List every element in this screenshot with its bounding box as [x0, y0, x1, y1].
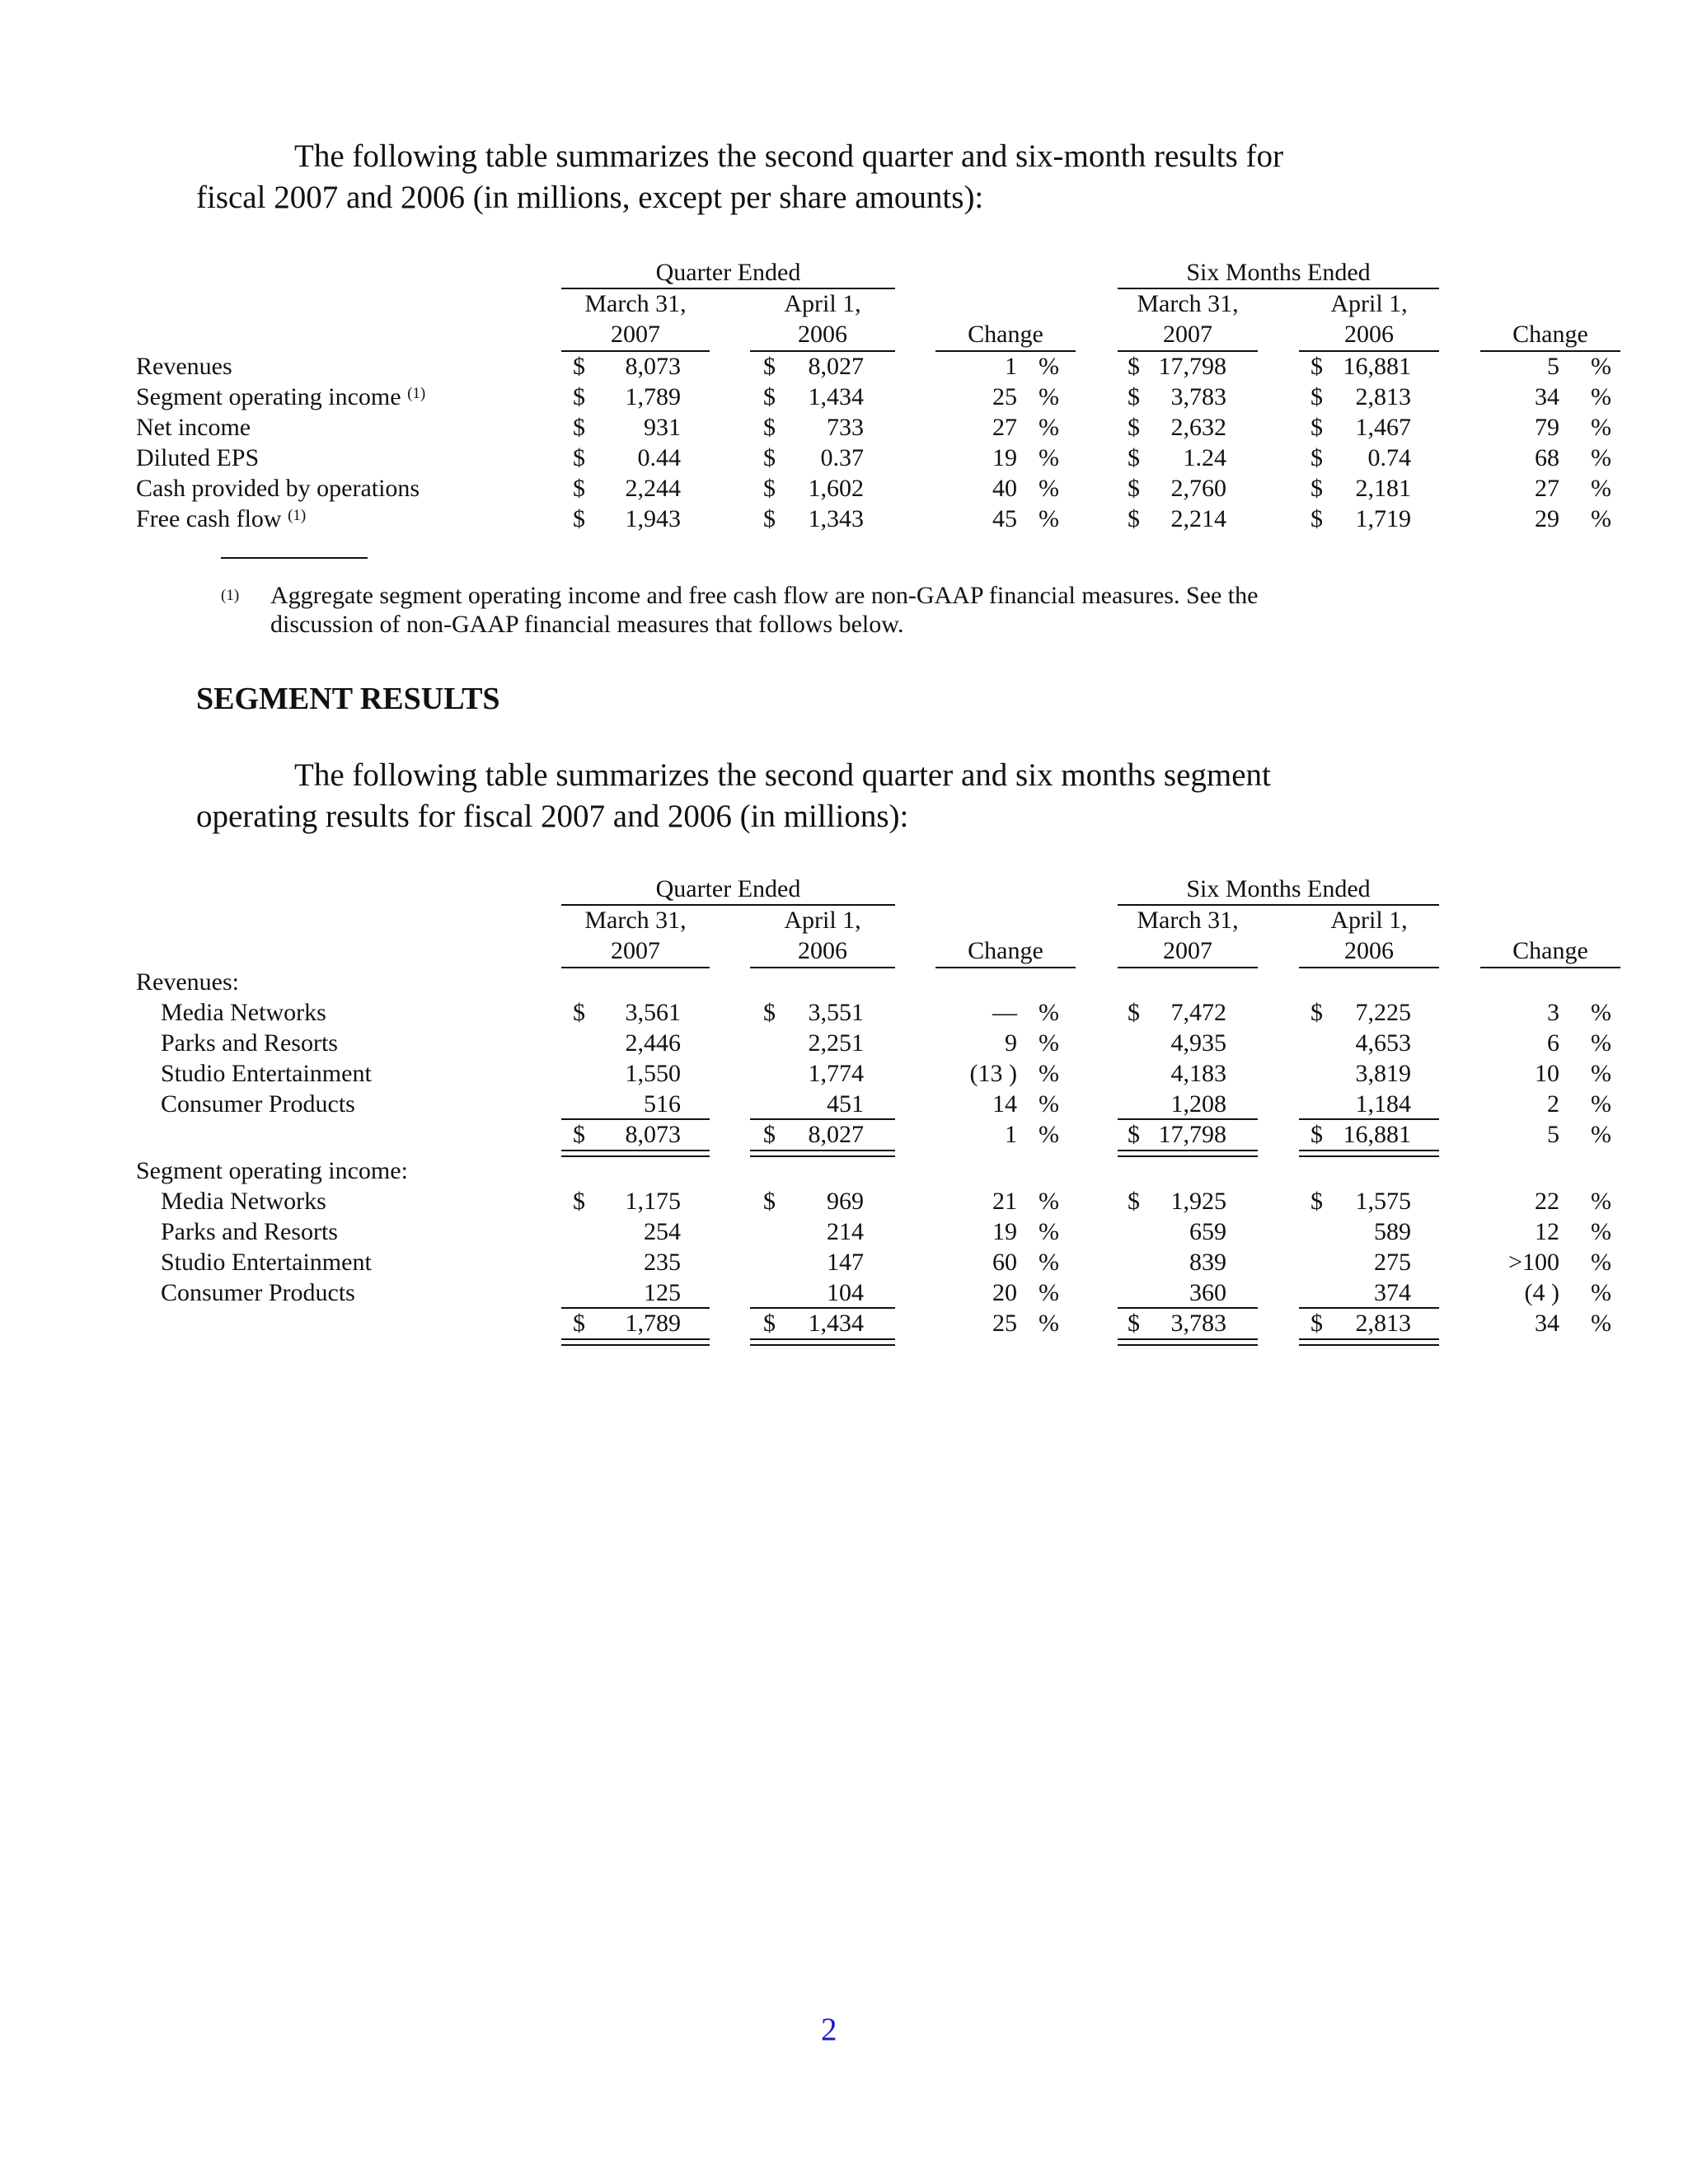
- currency-symbol: $: [763, 383, 776, 410]
- header-april-1: April 1,: [784, 290, 861, 317]
- row-label: Parks and Resorts: [161, 1218, 338, 1245]
- footnote-line1: Aggregate segment operating income and free cash flow are non-GAAP financial measures. See the: [270, 582, 1259, 609]
- row-label: Media Networks: [161, 1188, 326, 1215]
- six-months-2007-value: 1,925: [1170, 1188, 1226, 1215]
- six-months-2006-value: 2,181: [1355, 475, 1411, 502]
- header-six-months-ended: Six Months Ended: [1186, 259, 1371, 286]
- six-months-change-value: >100: [1508, 1249, 1559, 1276]
- six-months-2007-value: 4,183: [1170, 1060, 1226, 1087]
- currency-symbol: $: [573, 414, 585, 441]
- six-months-2006-value: 1,184: [1355, 1090, 1411, 1118]
- six-months-2007-value: 4,935: [1170, 1029, 1226, 1057]
- header-change: Change: [1512, 321, 1588, 348]
- six-months-2006-value: 1,467: [1355, 414, 1411, 441]
- percent-sign: %: [1591, 1029, 1611, 1057]
- row-label: Segment operating income: [136, 383, 401, 410]
- currency-symbol: $: [573, 444, 585, 471]
- currency-symbol: $: [1311, 999, 1323, 1026]
- currency-symbol: $: [1311, 1188, 1323, 1215]
- header-quarter-ended: Quarter Ended: [655, 259, 801, 286]
- currency-symbol: $: [1311, 444, 1323, 471]
- row-label: Net income: [136, 414, 251, 441]
- currency-symbol: $: [1311, 1310, 1323, 1337]
- currency-symbol: $: [1128, 353, 1140, 380]
- header-quarter-ended: Quarter Ended: [655, 875, 801, 902]
- percent-sign: %: [1591, 475, 1611, 502]
- percent-sign: %: [1039, 1029, 1059, 1057]
- quarter-2007-value: 235: [644, 1249, 681, 1276]
- currency-symbol: $: [763, 444, 776, 471]
- row-label: Cash provided by operations: [136, 475, 420, 502]
- quarter-2007-value: 8,073: [625, 353, 681, 380]
- percent-sign: %: [1039, 1218, 1059, 1245]
- quarter-change-value: 21: [992, 1188, 1017, 1215]
- segment-intro-line1: The following table summarizes the second quarter and six months segment: [294, 757, 1271, 793]
- currency-symbol: $: [573, 505, 585, 532]
- quarter-change-value: (13 ): [969, 1060, 1017, 1087]
- percent-sign: %: [1039, 1310, 1059, 1337]
- six-months-2006-value: 16,881: [1343, 1121, 1411, 1148]
- six-months-change-value: 68: [1535, 444, 1559, 471]
- quarter-change-value: 1: [1005, 353, 1017, 380]
- percent-sign: %: [1591, 1188, 1611, 1215]
- intro-paragraph-line1: The following table summarizes the second quarter and six-month results for: [294, 138, 1284, 174]
- quarter-change-value: 19: [992, 1218, 1017, 1245]
- six-months-2006-value: 0.74: [1367, 444, 1411, 471]
- header-april-1: April 1,: [1330, 907, 1408, 934]
- header-march-31: March 31,: [584, 290, 687, 317]
- header-april-1: April 1,: [784, 907, 861, 934]
- quarter-2007-value: 125: [644, 1279, 681, 1306]
- currency-symbol: $: [573, 383, 585, 410]
- currency-symbol: $: [1128, 444, 1140, 471]
- six-months-change-value: 22: [1535, 1188, 1559, 1215]
- currency-symbol: $: [1128, 1121, 1140, 1148]
- header-march-31: March 31,: [1137, 290, 1239, 317]
- quarter-2006-value: 104: [827, 1279, 864, 1306]
- six-months-2006-value: 2,813: [1355, 1310, 1411, 1337]
- six-months-2007-value: 17,798: [1158, 1121, 1226, 1148]
- six-months-change-value: 10: [1535, 1060, 1559, 1087]
- percent-sign: %: [1591, 444, 1611, 471]
- header-march-31: March 31,: [1137, 907, 1239, 934]
- six-months-2006-value: 275: [1374, 1249, 1411, 1276]
- quarter-2007-value: 2,446: [625, 1029, 681, 1057]
- six-months-change-value: 2: [1547, 1090, 1559, 1118]
- quarter-2006-value: 147: [827, 1249, 864, 1276]
- quarter-2006-value: 1,602: [808, 475, 864, 502]
- quarter-change-value: 45: [992, 505, 1017, 532]
- header-2006: 2006: [798, 937, 847, 964]
- currency-symbol: $: [763, 1121, 776, 1148]
- currency-symbol: $: [1311, 414, 1323, 441]
- percent-sign: %: [1591, 999, 1611, 1026]
- quarter-change-value: 25: [992, 1310, 1017, 1337]
- quarter-change-value: 60: [992, 1249, 1017, 1276]
- currency-symbol: $: [1128, 414, 1140, 441]
- currency-symbol: $: [1128, 1188, 1140, 1215]
- quarter-2006-value: 8,027: [808, 353, 864, 380]
- quarter-2007-value: 931: [644, 414, 681, 441]
- percent-sign: %: [1039, 999, 1059, 1026]
- six-months-2006-value: 374: [1374, 1279, 1411, 1306]
- row-label: Consumer Products: [161, 1090, 355, 1118]
- quarter-2007-value: 516: [644, 1090, 681, 1118]
- percent-sign: %: [1591, 1121, 1611, 1148]
- quarter-2006-value: 733: [827, 414, 864, 441]
- percent-sign: %: [1591, 383, 1611, 410]
- row-label-with-ref: [136, 382, 425, 412]
- six-months-2007-value: 839: [1189, 1249, 1226, 1276]
- six-months-2007-value: 2,214: [1170, 505, 1226, 532]
- six-months-2007-value: 659: [1189, 1218, 1226, 1245]
- intro-paragraph-line2: fiscal 2007 and 2006 (in millions, except per share amounts):: [196, 180, 984, 215]
- quarter-2007-value: 3,561: [625, 999, 681, 1026]
- six-months-2007-value: 2,632: [1170, 414, 1226, 441]
- currency-symbol: $: [1128, 505, 1140, 532]
- six-months-2006-value: 16,881: [1343, 353, 1411, 380]
- six-months-change-value: 5: [1547, 1121, 1559, 1148]
- section-heading: SEGMENT RESULTS: [196, 682, 500, 716]
- percent-sign: %: [1039, 1188, 1059, 1215]
- six-months-2006-value: 3,819: [1355, 1060, 1411, 1087]
- currency-symbol: $: [763, 353, 776, 380]
- row-label-with-ref: [136, 504, 306, 534]
- header-march-31: March 31,: [584, 907, 687, 934]
- footnote-ref: (1): [288, 507, 307, 524]
- quarter-2007-value: 1,550: [625, 1060, 681, 1087]
- six-months-change-value: 27: [1535, 475, 1559, 502]
- currency-symbol: $: [763, 1188, 776, 1215]
- percent-sign: %: [1039, 383, 1059, 410]
- row-label: Parks and Resorts: [161, 1029, 338, 1057]
- quarter-2006-value: 3,551: [808, 999, 864, 1026]
- quarter-2007-value: 2,244: [625, 475, 681, 502]
- six-months-2006-value: 1,575: [1355, 1188, 1411, 1215]
- row-label: Free cash flow: [136, 505, 282, 532]
- quarter-change-value: 9: [1005, 1029, 1017, 1057]
- quarter-2006-value: 2,251: [808, 1029, 864, 1057]
- segment-intro-line2: operating results for fiscal 2007 and 2006 (in millions):: [196, 799, 909, 834]
- currency-symbol: $: [573, 999, 585, 1026]
- currency-symbol: $: [573, 1188, 585, 1215]
- quarter-2007-value: 8,073: [625, 1121, 681, 1148]
- currency-symbol: $: [1311, 383, 1323, 410]
- percent-sign: %: [1039, 1249, 1059, 1276]
- quarter-2006-value: 8,027: [808, 1121, 864, 1148]
- header-2006: 2006: [798, 321, 847, 348]
- percent-sign: %: [1039, 1060, 1059, 1087]
- six-months-2007-value: 7,472: [1170, 999, 1226, 1026]
- six-months-2007-value: 1,208: [1170, 1090, 1226, 1118]
- quarter-2007-value: 0.44: [637, 444, 681, 471]
- six-months-change-value: 34: [1535, 1310, 1559, 1337]
- row-label: Studio Entertainment: [161, 1060, 372, 1087]
- header-change: Change: [1512, 937, 1588, 964]
- currency-symbol: $: [573, 353, 585, 380]
- quarter-2006-value: 1,434: [808, 383, 864, 410]
- six-months-change-value: 3: [1547, 999, 1559, 1026]
- row-label: Revenues: [136, 353, 232, 380]
- percent-sign: %: [1591, 1249, 1611, 1276]
- percent-sign: %: [1039, 475, 1059, 502]
- quarter-2007-value: 1,789: [625, 1310, 681, 1337]
- percent-sign: %: [1591, 353, 1611, 380]
- percent-sign: %: [1591, 1279, 1611, 1306]
- percent-sign: %: [1039, 1090, 1059, 1118]
- six-months-2007-value: 3,783: [1170, 1310, 1226, 1337]
- six-months-change-value: 6: [1547, 1029, 1559, 1057]
- currency-symbol: $: [1311, 505, 1323, 532]
- quarter-2006-value: 1,343: [808, 505, 864, 532]
- quarter-2007-value: 254: [644, 1218, 681, 1245]
- footnote-line2: discussion of non-GAAP financial measures that follows below.: [270, 611, 904, 638]
- quarter-2006-value: 214: [827, 1218, 864, 1245]
- quarter-2007-value: 1,789: [625, 383, 681, 410]
- currency-symbol: $: [573, 1310, 585, 1337]
- six-months-change-value: 34: [1535, 383, 1559, 410]
- percent-sign: %: [1591, 505, 1611, 532]
- six-months-2006-value: 2,813: [1355, 383, 1411, 410]
- six-months-change-value: 29: [1535, 505, 1559, 532]
- quarter-2006-value: 1,434: [808, 1310, 864, 1337]
- quarter-2006-value: 1,774: [808, 1060, 864, 1087]
- header-change: Change: [968, 937, 1043, 964]
- percent-sign: %: [1039, 1121, 1059, 1148]
- header-april-1: April 1,: [1330, 290, 1408, 317]
- currency-symbol: $: [1311, 475, 1323, 502]
- income-section-label: Segment operating income:: [136, 1157, 408, 1184]
- six-months-change-value: 5: [1547, 353, 1559, 380]
- currency-symbol: $: [573, 475, 585, 502]
- quarter-change-value: 1: [1005, 1121, 1017, 1148]
- six-months-2007-value: 1.24: [1183, 444, 1226, 471]
- page-number: 2: [821, 2012, 837, 2047]
- quarter-change-value: 27: [992, 414, 1017, 441]
- six-months-2006-value: 589: [1374, 1218, 1411, 1245]
- quarter-2006-value: 451: [827, 1090, 864, 1118]
- row-label: Media Networks: [161, 999, 326, 1026]
- currency-symbol: $: [1311, 353, 1323, 380]
- currency-symbol: $: [763, 414, 776, 441]
- six-months-2007-value: 360: [1189, 1279, 1226, 1306]
- quarter-change-value: 20: [992, 1279, 1017, 1306]
- row-label: Diluted EPS: [136, 444, 260, 471]
- quarter-change-value: 19: [992, 444, 1017, 471]
- currency-symbol: $: [1128, 1310, 1140, 1337]
- row-label: Studio Entertainment: [161, 1249, 372, 1276]
- currency-symbol: $: [1311, 1121, 1323, 1148]
- quarter-change-value: 14: [992, 1090, 1017, 1118]
- six-months-change-value: 12: [1535, 1218, 1559, 1245]
- quarter-2006-value: 0.37: [820, 444, 864, 471]
- six-months-2006-value: 1,719: [1355, 505, 1411, 532]
- currency-symbol: $: [763, 475, 776, 502]
- percent-sign: %: [1039, 353, 1059, 380]
- percent-sign: %: [1591, 1218, 1611, 1245]
- percent-sign: %: [1591, 414, 1611, 441]
- header-2007: 2007: [611, 321, 660, 348]
- header-six-months-ended: Six Months Ended: [1186, 875, 1371, 902]
- percent-sign: %: [1039, 1279, 1059, 1306]
- percent-sign: %: [1591, 1090, 1611, 1118]
- quarter-2006-value: 969: [827, 1188, 864, 1215]
- quarter-change-value: —: [992, 999, 1017, 1026]
- six-months-2006-value: 4,653: [1355, 1029, 1411, 1057]
- quarter-change-value: 25: [992, 383, 1017, 410]
- currency-symbol: $: [1128, 383, 1140, 410]
- header-2006: 2006: [1344, 321, 1394, 348]
- percent-sign: %: [1591, 1060, 1611, 1087]
- quarter-change-value: 40: [992, 475, 1017, 502]
- row-label: Consumer Products: [161, 1279, 355, 1306]
- header-2007: 2007: [611, 937, 660, 964]
- currency-symbol: $: [573, 1121, 585, 1148]
- currency-symbol: $: [1128, 475, 1140, 502]
- header-2007: 2007: [1163, 321, 1212, 348]
- footnote-ref: (1): [407, 385, 426, 402]
- header-change: Change: [968, 321, 1043, 348]
- percent-sign: %: [1039, 414, 1059, 441]
- percent-sign: %: [1039, 444, 1059, 471]
- six-months-2007-value: 17,798: [1158, 353, 1226, 380]
- header-2006: 2006: [1344, 937, 1394, 964]
- percent-sign: %: [1039, 505, 1059, 532]
- quarter-2007-value: 1,175: [625, 1188, 681, 1215]
- revenues-section-label: Revenues:: [136, 968, 239, 996]
- currency-symbol: $: [763, 999, 776, 1026]
- header-2007: 2007: [1163, 937, 1212, 964]
- six-months-2007-value: 3,783: [1170, 383, 1226, 410]
- six-months-2007-value: 2,760: [1170, 475, 1226, 502]
- currency-symbol: $: [763, 1310, 776, 1337]
- six-months-change-value: (4 ): [1524, 1279, 1559, 1306]
- currency-symbol: $: [763, 505, 776, 532]
- quarter-2007-value: 1,943: [625, 505, 681, 532]
- six-months-change-value: 79: [1535, 414, 1559, 441]
- footnote-mark: (1): [221, 587, 240, 604]
- currency-symbol: $: [1128, 999, 1140, 1026]
- six-months-2006-value: 7,225: [1355, 999, 1411, 1026]
- percent-sign: %: [1591, 1310, 1611, 1337]
